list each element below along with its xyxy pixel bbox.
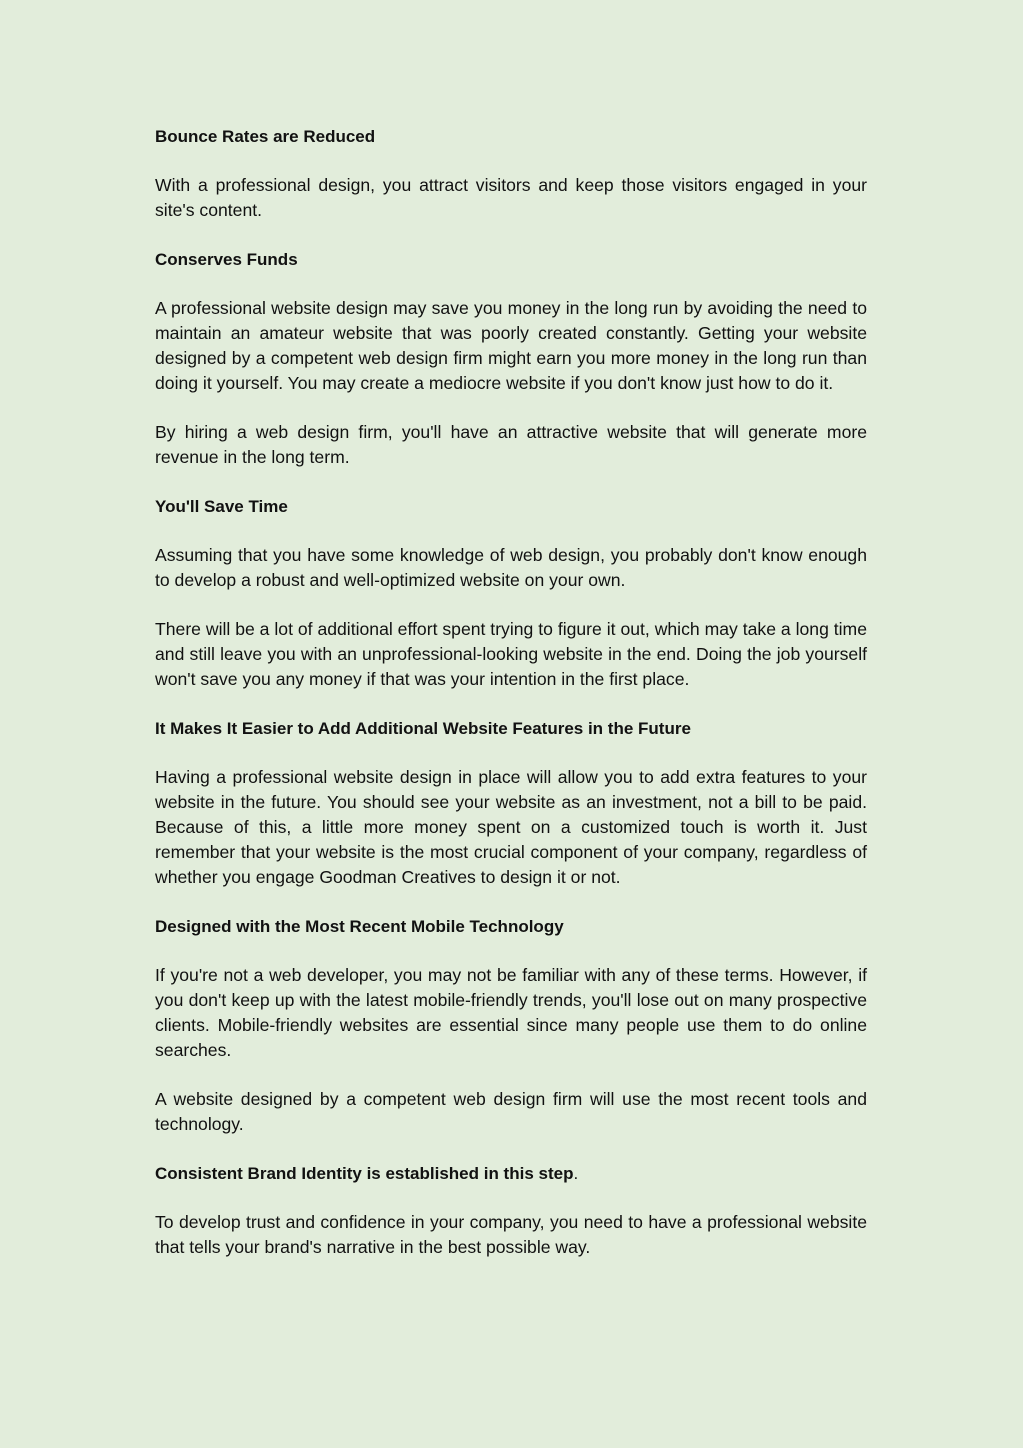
heading-brand-identity-text: Consistent Brand Identity is established in this step	[155, 1164, 574, 1183]
paragraph-conserves-funds-1: A professional website design may save you money in the long run by avoiding the need to maintain an amateur website that was poorly created constantly. Getting your website designed by a competent web design firm might earn you more money in the long run than doing it yourself. You may create a mediocre website if you don't know just how to do it.	[155, 298, 867, 393]
paragraph-save-time-2: There will be a lot of additional effort spent trying to figure it out, which may take a long time and still leave you with an unprofessional-looking website in the end. Doing the job yourself won't save you any money if that was your intention in the first place.	[155, 619, 867, 689]
paragraph-conserves-funds-2: By hiring a web design firm, you'll have an attractive website that will generate more revenue in the long term.	[155, 422, 867, 467]
heading-additional-features: It Makes It Easier to Add Additional Website Features in the Future	[155, 719, 691, 738]
paragraph-bounce-rates: With a professional design, you attract visitors and keep those visitors engaged in your site's content.	[155, 175, 867, 220]
paragraph-additional-features: Having a professional website design in place will allow you to add extra features to your website in the future. You should see your website as an investment, not a bill to be paid. Because of this, a little more money spent on a customized touch is worth it. Just remember that your website is the most crucial component of your company, regardless of whether you engage Goodman Creatives to design it or not.	[155, 767, 867, 887]
paragraph-brand-identity: To develop trust and confidence in your company, you need to have a professional website that tells your brand's narrative in the best possible way.	[155, 1212, 867, 1257]
paragraph-mobile-technology-2: A website designed by a competent web design firm will use the most recent tools and technology.	[155, 1089, 867, 1134]
heading-mobile-technology: Designed with the Most Recent Mobile Technology	[155, 917, 564, 936]
paragraph-save-time-1: Assuming that you have some knowledge of web design, you probably don't know enough to develop a robust and well-optimized website on your own.	[155, 545, 867, 590]
heading-brand-identity	[155, 1161, 867, 1186]
document-page	[155, 124, 867, 1284]
heading-conserves-funds: Conserves Funds	[155, 250, 298, 269]
paragraph-mobile-technology-1: If you're not a web developer, you may not be familiar with any of these terms. However, if you don't keep up with the latest mobile-friendly trends, you'll lose out on many prospective clients. Mobile-friendly websites are essential since many people use them to do online searches.	[155, 965, 867, 1060]
heading-brand-identity-period: .	[573, 1164, 579, 1183]
heading-save-time: You'll Save Time	[155, 497, 288, 516]
heading-bounce-rates: Bounce Rates are Reduced	[155, 127, 376, 146]
